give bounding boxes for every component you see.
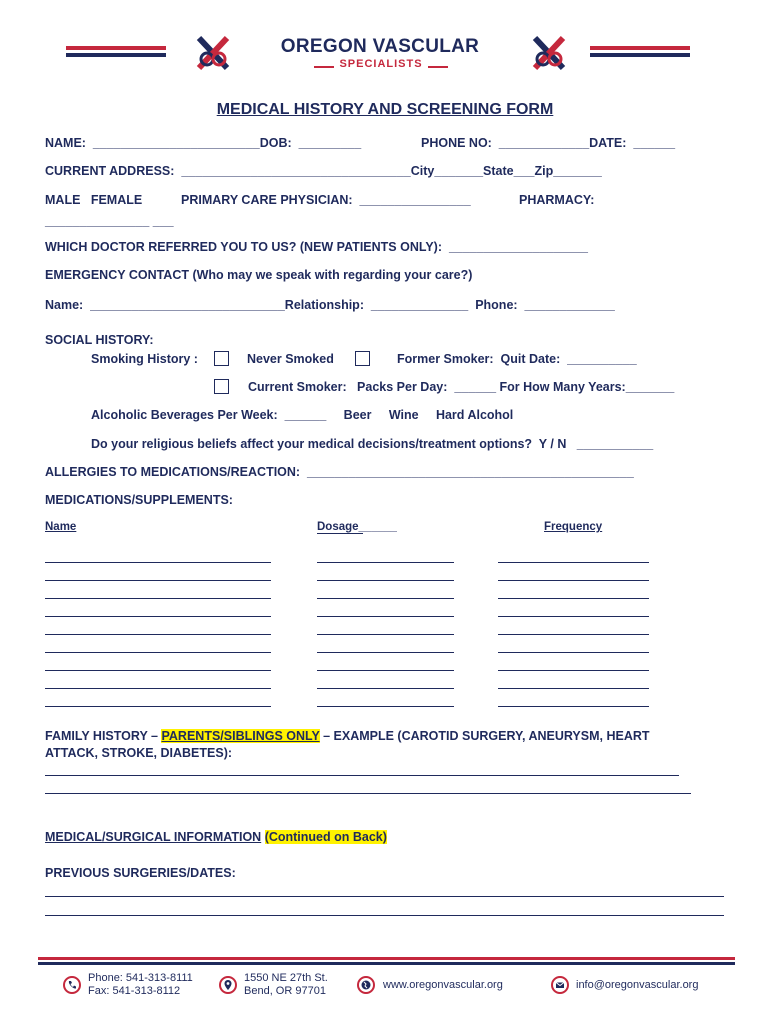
referring-doctor-field[interactable]: WHICH DOCTOR REFERRED YOU TO US? (NEW PATIENTS ONLY): ____________________ xyxy=(45,240,588,254)
brand-name: OREGON VASCULAR xyxy=(280,36,480,57)
phone-icon xyxy=(63,976,81,994)
med-dosage-line[interactable] xyxy=(317,652,454,653)
med-frequency-line[interactable] xyxy=(498,634,649,635)
former-smoker-field[interactable]: Former Smoker: Quit Date: __________ xyxy=(397,352,637,366)
med-frequency-line[interactable] xyxy=(498,598,649,599)
religious-beliefs-field[interactable]: Do your religious beliefs affect your medical decisions/treatment options? Y / N ___________ xyxy=(91,437,654,451)
medications-col-frequency: Frequency xyxy=(544,521,603,533)
family-history-prefix: FAMILY HISTORY – xyxy=(45,729,162,743)
current-smoker-checkbox[interactable] xyxy=(214,379,229,394)
med-dosage-line[interactable] xyxy=(317,670,454,671)
footer-address-line2: Bend, OR 97701 xyxy=(244,985,326,997)
brand-rule-left xyxy=(314,66,334,68)
never-smoked-label: Never Smoked xyxy=(247,352,334,366)
med-frequency-line[interactable] xyxy=(498,688,649,689)
phone-date-field[interactable]: PHONE NO: _____________DATE: ______ xyxy=(421,136,676,150)
footer-website[interactable]: www.oregonvascular.org xyxy=(383,979,503,991)
med-name-line[interactable] xyxy=(45,598,271,599)
previous-surgeries-heading: PREVIOUS SURGERIES/DATES: xyxy=(45,866,236,880)
med-name-line[interactable] xyxy=(45,616,271,617)
family-history-line[interactable] xyxy=(45,793,691,794)
med-dosage-line[interactable] xyxy=(317,616,454,617)
med-frequency-line[interactable] xyxy=(498,706,649,707)
emergency-contact-row[interactable]: Name: ____________________________Relationship: ______________ Phone: _____________ xyxy=(45,298,615,312)
previous-surgeries-line[interactable] xyxy=(45,915,724,916)
medications-col-dosage: Dosage______ xyxy=(317,521,397,533)
med-name-line[interactable] xyxy=(45,580,271,581)
footer-stripe-blue xyxy=(38,962,735,965)
dosage-underline xyxy=(317,533,363,534)
former-smoker-checkbox[interactable] xyxy=(355,351,370,366)
sex-options[interactable]: MALE FEMALE xyxy=(45,193,143,207)
med-frequency-line[interactable] xyxy=(498,670,649,671)
family-history-heading xyxy=(45,729,650,743)
smoking-history-label: Smoking History : xyxy=(91,352,198,366)
med-dosage-line[interactable] xyxy=(317,562,454,563)
allergies-field[interactable]: ALLERGIES TO MEDICATIONS/REACTION: _______________________________________________ xyxy=(45,465,634,479)
medical-surgical-label: MEDICAL/SURGICAL INFORMATION xyxy=(45,830,262,844)
footer-stripe-red xyxy=(38,957,735,960)
family-history-suffix: – EXAMPLE (CAROTID SURGERY, ANEURYSM, HEART xyxy=(319,729,650,743)
med-dosage-line[interactable] xyxy=(317,688,454,689)
previous-surgeries-line[interactable] xyxy=(45,896,724,897)
footer-address-line1: 1550 NE 27th St. xyxy=(244,972,328,984)
continued-on-back-note: (Continued on Back) xyxy=(264,830,387,844)
globe-icon xyxy=(357,976,375,994)
header-stripe-left-red xyxy=(66,46,166,50)
family-history-highlight: PARENTS/SIBLINGS ONLY xyxy=(161,729,320,743)
pharmacy-label: PHARMACY: xyxy=(519,193,595,207)
med-frequency-line[interactable] xyxy=(498,580,649,581)
brand-rule-right xyxy=(428,66,448,68)
med-dosage-line[interactable] xyxy=(317,706,454,707)
header-stripe-left-blue xyxy=(66,53,166,57)
email-icon xyxy=(551,976,569,994)
med-dosage-line[interactable] xyxy=(317,580,454,581)
pharmacy-field[interactable]: _______________ ___ xyxy=(45,214,174,228)
med-dosage-line[interactable] xyxy=(317,634,454,635)
never-smoked-checkbox[interactable] xyxy=(214,351,229,366)
brand-subtitle: SPECIALISTS xyxy=(339,58,423,70)
med-name-line[interactable] xyxy=(45,688,271,689)
current-smoker-field[interactable]: Current Smoker: Packs Per Day: ______ For How Many Years:_______ xyxy=(248,380,675,394)
address-field[interactable]: CURRENT ADDRESS: _________________________________City_______State___Zip_______ xyxy=(45,164,602,178)
med-name-line[interactable] xyxy=(45,706,271,707)
name-dob-field[interactable]: NAME: ________________________DOB: _________ xyxy=(45,136,362,150)
med-name-line[interactable] xyxy=(45,634,271,635)
med-frequency-line[interactable] xyxy=(498,616,649,617)
location-pin-icon xyxy=(219,976,237,994)
med-name-line[interactable] xyxy=(45,562,271,563)
footer-email[interactable]: info@oregonvascular.org xyxy=(576,979,699,991)
header-stripe-right-red xyxy=(590,46,690,50)
vascular-logo-icon-right xyxy=(529,32,569,74)
family-history-heading-line2: ATTACK, STROKE, DIABETES): xyxy=(45,746,233,760)
pcp-field[interactable]: PRIMARY CARE PHYSICIAN: ________________ xyxy=(181,193,471,207)
medications-heading: MEDICATIONS/SUPPLEMENTS: xyxy=(45,493,233,507)
vascular-logo-icon xyxy=(193,32,233,74)
med-frequency-line[interactable] xyxy=(498,562,649,563)
footer-fax: Fax: 541-313-8112 xyxy=(88,985,181,997)
form-title: MEDICAL HISTORY AND SCREENING FORM xyxy=(216,101,554,118)
header-stripe-right-blue xyxy=(590,53,690,57)
med-name-line[interactable] xyxy=(45,652,271,653)
medical-surgical-heading xyxy=(45,830,387,844)
med-name-line[interactable] xyxy=(45,670,271,671)
alcohol-field[interactable]: Alcoholic Beverages Per Week: ______ Beer Wine Hard Alcohol xyxy=(91,408,514,422)
emergency-contact-heading: EMERGENCY CONTACT (Who may we speak with regarding your care?) xyxy=(45,268,473,282)
med-frequency-line[interactable] xyxy=(498,652,649,653)
medications-col-name: Name xyxy=(45,521,77,533)
footer-phone: Phone: 541-313-8111 xyxy=(88,972,193,984)
family-history-line[interactable] xyxy=(45,775,679,776)
med-dosage-line[interactable] xyxy=(317,598,454,599)
social-history-heading: SOCIAL HISTORY: xyxy=(45,333,154,347)
